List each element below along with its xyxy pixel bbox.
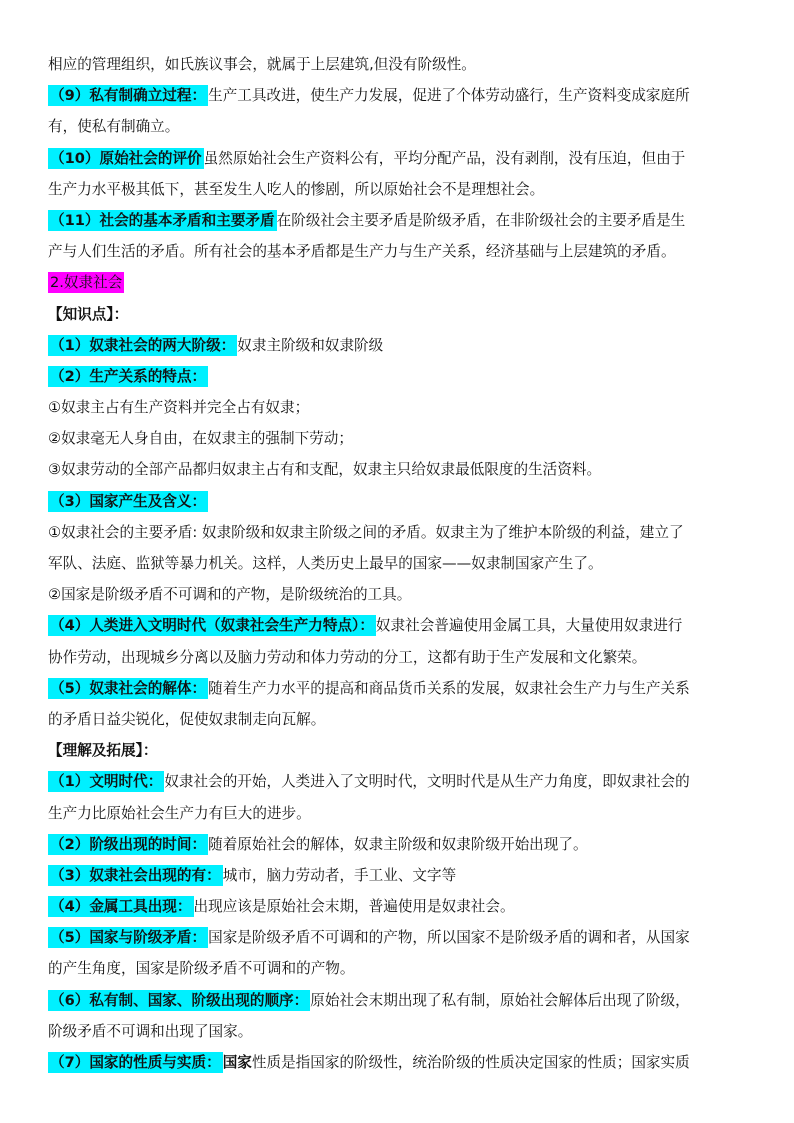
body-text: 在阶级社会主要矛盾是阶级矛盾，在非阶级社会的主要矛盾是生 (276, 211, 686, 229)
subheading: 【知识点】： (48, 305, 129, 323)
text-line (48, 953, 748, 984)
highlighted-label: （5）国家与阶级矛盾： (50, 929, 207, 947)
body-text: ③奴隶劳动的全部产品都归奴隶主占有和支配，奴隶主只给奴隶最低限度的生活资料。 (48, 461, 602, 479)
body-text: 随着原始社会的解体，奴隶主阶级和奴隶阶级开始出现了。 (208, 835, 588, 853)
text-line (48, 735, 748, 766)
body-text: 出现应该是原始社会末期，普遍使用是奴隶社会。 (193, 898, 515, 916)
body-text: 性质是指国家的阶级性，统治阶级的性质决定国家的性质；国家实质 (251, 1054, 690, 1071)
text-line (48, 860, 748, 891)
text-line (48, 361, 748, 392)
body-text: 原始社会末期出现了私有制，原始社会解体后出现了阶级， (310, 991, 690, 1009)
body-text: 相应的管理组织，如氏族议事会，就属于上层建筑,但没有阶级性。 (48, 56, 476, 73)
highlighted-label: （9）私有制确立过程： (50, 87, 207, 105)
body-text: 奴隶主阶级和奴隶阶级 (237, 336, 384, 354)
highlighted-label: （1）奴隶社会的两大阶级： (50, 336, 236, 354)
text-line (48, 174, 748, 205)
highlighted-label: （11）社会的基本矛盾和主要矛盾 (50, 211, 275, 229)
text-line (48, 267, 748, 298)
highlighted-label: （2）生产关系的特点： (50, 367, 207, 385)
body-text: 虽然原始社会生产资料公有，平均分配产品，没有剥削，没有压迫，但由于 (203, 149, 686, 167)
text-line (48, 985, 748, 1016)
bold-text: 国家 (222, 1054, 252, 1071)
text-line (48, 610, 748, 641)
body-text: 奴隶社会普遍使用金属工具，大量使用奴隶进行 (375, 617, 683, 635)
text-line (48, 829, 748, 860)
text-line (48, 486, 748, 517)
text-line (48, 704, 748, 735)
body-text: 奴隶社会的开始，人类进入了文明时代，文明时代是从生产力角度，即奴隶社会的 (164, 773, 690, 791)
text-line (48, 299, 748, 330)
body-text: 阶级矛盾不可调和出现了国家。 (48, 1022, 253, 1040)
highlighted-label: （5）奴隶社会的解体： (50, 679, 207, 697)
highlighted-label: （6）私有制、国家、阶级出现的顺序： (50, 991, 309, 1009)
body-text: 随着生产力水平的提高和商品货币关系的发展，奴隶社会生产力与生产关系 (208, 679, 690, 697)
text-line (48, 205, 748, 236)
body-text: ②国家是阶级矛盾不可调和的产物，是阶级统治的工具。 (48, 586, 412, 604)
text-line (48, 922, 748, 953)
body-text: 生产力比原始社会生产力有巨大的进步。 (48, 804, 311, 822)
text-line (48, 423, 748, 454)
text-line (48, 642, 748, 673)
text-line (48, 798, 748, 829)
body-text: 生产工具改进，使生产力发展，促进了个体劳动盛行，生产资料变成家庭所 (208, 87, 690, 105)
highlighted-label: （4）人类进入文明时代（奴隶社会生产力特点）： (50, 617, 374, 635)
highlighted-label: （3）国家产生及含义： (50, 492, 207, 510)
highlighted-label: （2）阶级出现的时间： (50, 835, 207, 853)
text-line (48, 143, 748, 174)
highlighted-label: （1）文明时代： (50, 773, 163, 791)
text-line (48, 891, 748, 922)
text-line (48, 517, 748, 548)
section-heading: 2.奴隶社会 (50, 274, 123, 292)
body-text: 产与人们生活的矛盾。所有社会的基本矛盾都是生产力与生产关系，经济基础与上层建筑的矛盾。 (48, 243, 676, 261)
body-text: 军队、法庭、监狱等暴力机关。这样，人类历史上最早的国家——奴隶制国家产生了。 (48, 555, 603, 572)
text-line (48, 49, 748, 80)
highlighted-label: （10）原始社会的评价 (50, 149, 202, 167)
body-text: 的产生角度，国家是阶级矛盾不可调和的产物。 (48, 960, 355, 978)
body-text: 的矛盾日益尖锐化，促使奴隶制走向瓦解。 (48, 710, 326, 728)
document-body (48, 49, 748, 1078)
text-line (48, 236, 748, 267)
body-text: 有，使私有制确立。 (48, 118, 180, 136)
body-text: ①奴隶社会的主要矛盾: 奴隶阶级和奴隶主阶级之间的矛盾。奴隶主为了维护本阶级的利益，建立了 (48, 523, 684, 541)
text-line (48, 392, 748, 423)
subheading: 【理解及拓展】： (48, 742, 158, 760)
highlighted-label: （3）奴隶社会出现的有： (50, 866, 221, 884)
body-text: 协作劳动，出现城乡分离以及脑力劳动和体力劳动的分工，这都有助于生产发展和文化繁荣。 (48, 648, 647, 666)
text-line (48, 766, 748, 797)
text-line (48, 1016, 748, 1047)
body-text: 国家是阶级矛盾不可调和的产物，所以国家不是阶级矛盾的调和者，从国家 (208, 929, 690, 947)
body-text: ①奴隶主占有生产资料并完全占有奴隶； (48, 399, 310, 417)
text-line (48, 548, 748, 579)
body-text: ②奴隶毫无人身自由，在奴隶主的强制下劳动； (48, 430, 353, 448)
text-line (48, 330, 748, 361)
text-line (48, 80, 748, 111)
text-line (48, 1047, 748, 1078)
highlighted-label: （4）金属工具出现： (50, 898, 192, 916)
highlighted-label: （7）国家的性质与实质： (50, 1054, 221, 1071)
text-line (48, 111, 748, 142)
body-text: 生产力水平极其低下，甚至发生人吃人的惨剧，所以原始社会不是理想社会。 (48, 180, 545, 198)
body-text: 城市，脑力劳动者，手工业、文字等 (222, 866, 457, 884)
text-line (48, 579, 748, 610)
text-line (48, 673, 748, 704)
text-line (48, 454, 748, 485)
